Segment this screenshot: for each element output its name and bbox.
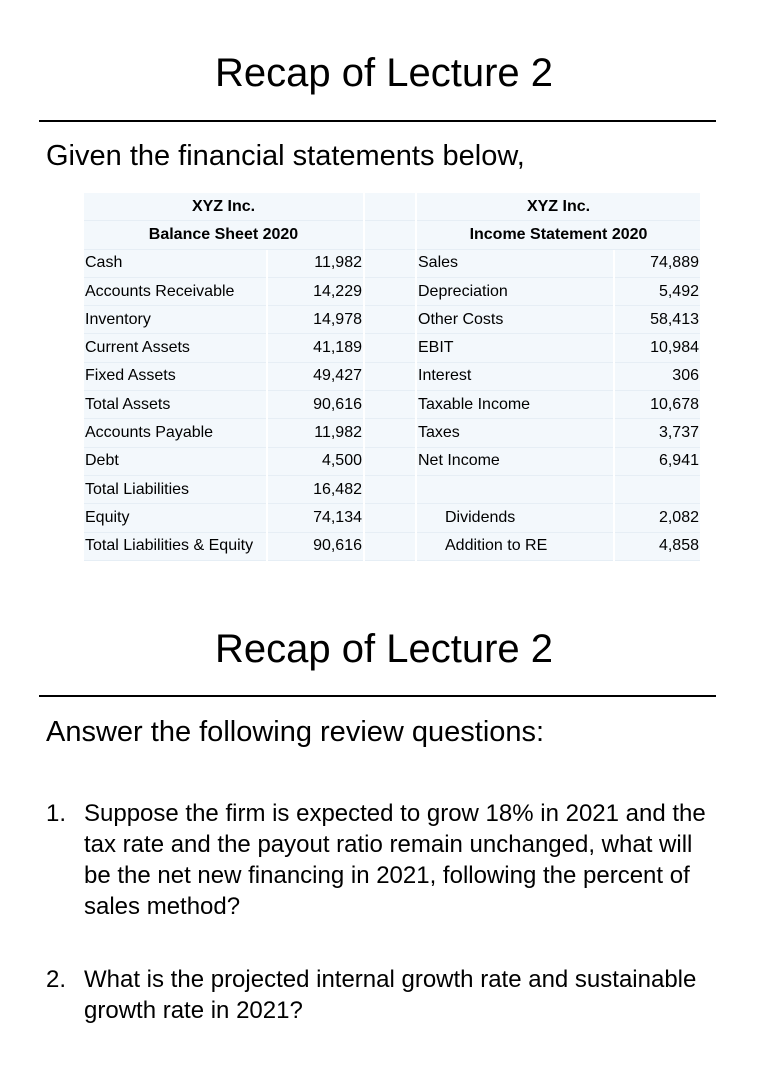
table-row [84, 334, 700, 362]
bs-value: 4,500 [268, 448, 363, 476]
table-row [84, 448, 700, 476]
bs-value: 16,482 [268, 476, 363, 504]
table-row [84, 476, 700, 504]
is-value [615, 476, 700, 504]
bs-label: Total Liabilities & Equity [84, 533, 266, 561]
bs-label: Fixed Assets [84, 363, 266, 391]
list-item [46, 798, 718, 922]
balance-sheet-heading: Balance Sheet 2020 [84, 221, 363, 249]
bs-value: 90,616 [268, 391, 363, 419]
is-value: 10,984 [615, 334, 700, 362]
is-label: Taxable Income [417, 391, 613, 419]
question-number: 2. [46, 966, 67, 993]
balance-sheet-company: XYZ Inc. [84, 193, 363, 221]
is-value: 10,678 [615, 391, 700, 419]
bs-label: Accounts Receivable [84, 278, 266, 306]
is-value: 4,858 [615, 533, 700, 561]
table-row [84, 419, 700, 447]
bs-value: 74,134 [268, 504, 363, 532]
bs-label: Total Assets [84, 391, 266, 419]
bs-value: 90,616 [268, 533, 363, 561]
bs-value: 49,427 [268, 363, 363, 391]
bs-value: 14,229 [268, 278, 363, 306]
is-label: Sales [417, 250, 613, 278]
title-divider [39, 120, 716, 122]
list-item [46, 964, 718, 1026]
question-number: 1. [46, 800, 67, 827]
is-label: Addition to RE [417, 533, 613, 561]
is-value: 306 [615, 363, 700, 391]
is-label [417, 476, 613, 504]
bs-label: Debt [84, 448, 266, 476]
question-text: Suppose the firm is expected to grow 18% in 2021 and the tax rate and the payout ratio remain unchanged, what will be the net new financing in 2021, following the percent of sales method? [84, 800, 706, 920]
income-statement-company: XYZ Inc. [417, 193, 700, 221]
bs-value: 11,982 [268, 250, 363, 278]
bs-label: Inventory [84, 306, 266, 334]
bs-label: Accounts Payable [84, 419, 266, 447]
review-questions-list [46, 798, 718, 1068]
is-label: Dividends [417, 504, 613, 532]
table-row [84, 193, 700, 221]
title-divider [39, 695, 716, 697]
is-label: Interest [417, 363, 613, 391]
is-label: Taxes [417, 419, 613, 447]
slide-intro: Given the financial statements below, [46, 140, 525, 172]
table-row [84, 306, 700, 334]
table-row [84, 504, 700, 532]
question-text: What is the projected internal growth rate and sustainable growth rate in 2021? [84, 966, 697, 1024]
bs-value: 11,982 [268, 419, 363, 447]
is-value: 74,889 [615, 250, 700, 278]
bs-label: Total Liabilities [84, 476, 266, 504]
is-value: 3,737 [615, 419, 700, 447]
is-label: Net Income [417, 448, 613, 476]
bs-value: 41,189 [268, 334, 363, 362]
bs-value: 14,978 [268, 306, 363, 334]
table-row [84, 221, 700, 249]
table-row [84, 250, 700, 278]
table-row [84, 278, 700, 306]
is-label: Depreciation [417, 278, 613, 306]
table-row [84, 363, 700, 391]
income-statement-heading: Income Statement 2020 [417, 221, 700, 249]
bs-label: Current Assets [84, 334, 266, 362]
is-value: 5,492 [615, 278, 700, 306]
is-value: 58,413 [615, 306, 700, 334]
slide-title: Recap of Lecture 2 [215, 627, 553, 671]
table-row [84, 533, 700, 561]
slide-intro: Answer the following review questions: [46, 716, 545, 748]
bs-label: Equity [84, 504, 266, 532]
table-row [84, 391, 700, 419]
financial-statements-table [82, 193, 702, 561]
is-label: EBIT [417, 334, 613, 362]
bs-label: Cash [84, 250, 266, 278]
slide-title: Recap of Lecture 2 [215, 51, 553, 95]
is-value: 2,082 [615, 504, 700, 532]
is-label: Other Costs [417, 306, 613, 334]
is-value: 6,941 [615, 448, 700, 476]
